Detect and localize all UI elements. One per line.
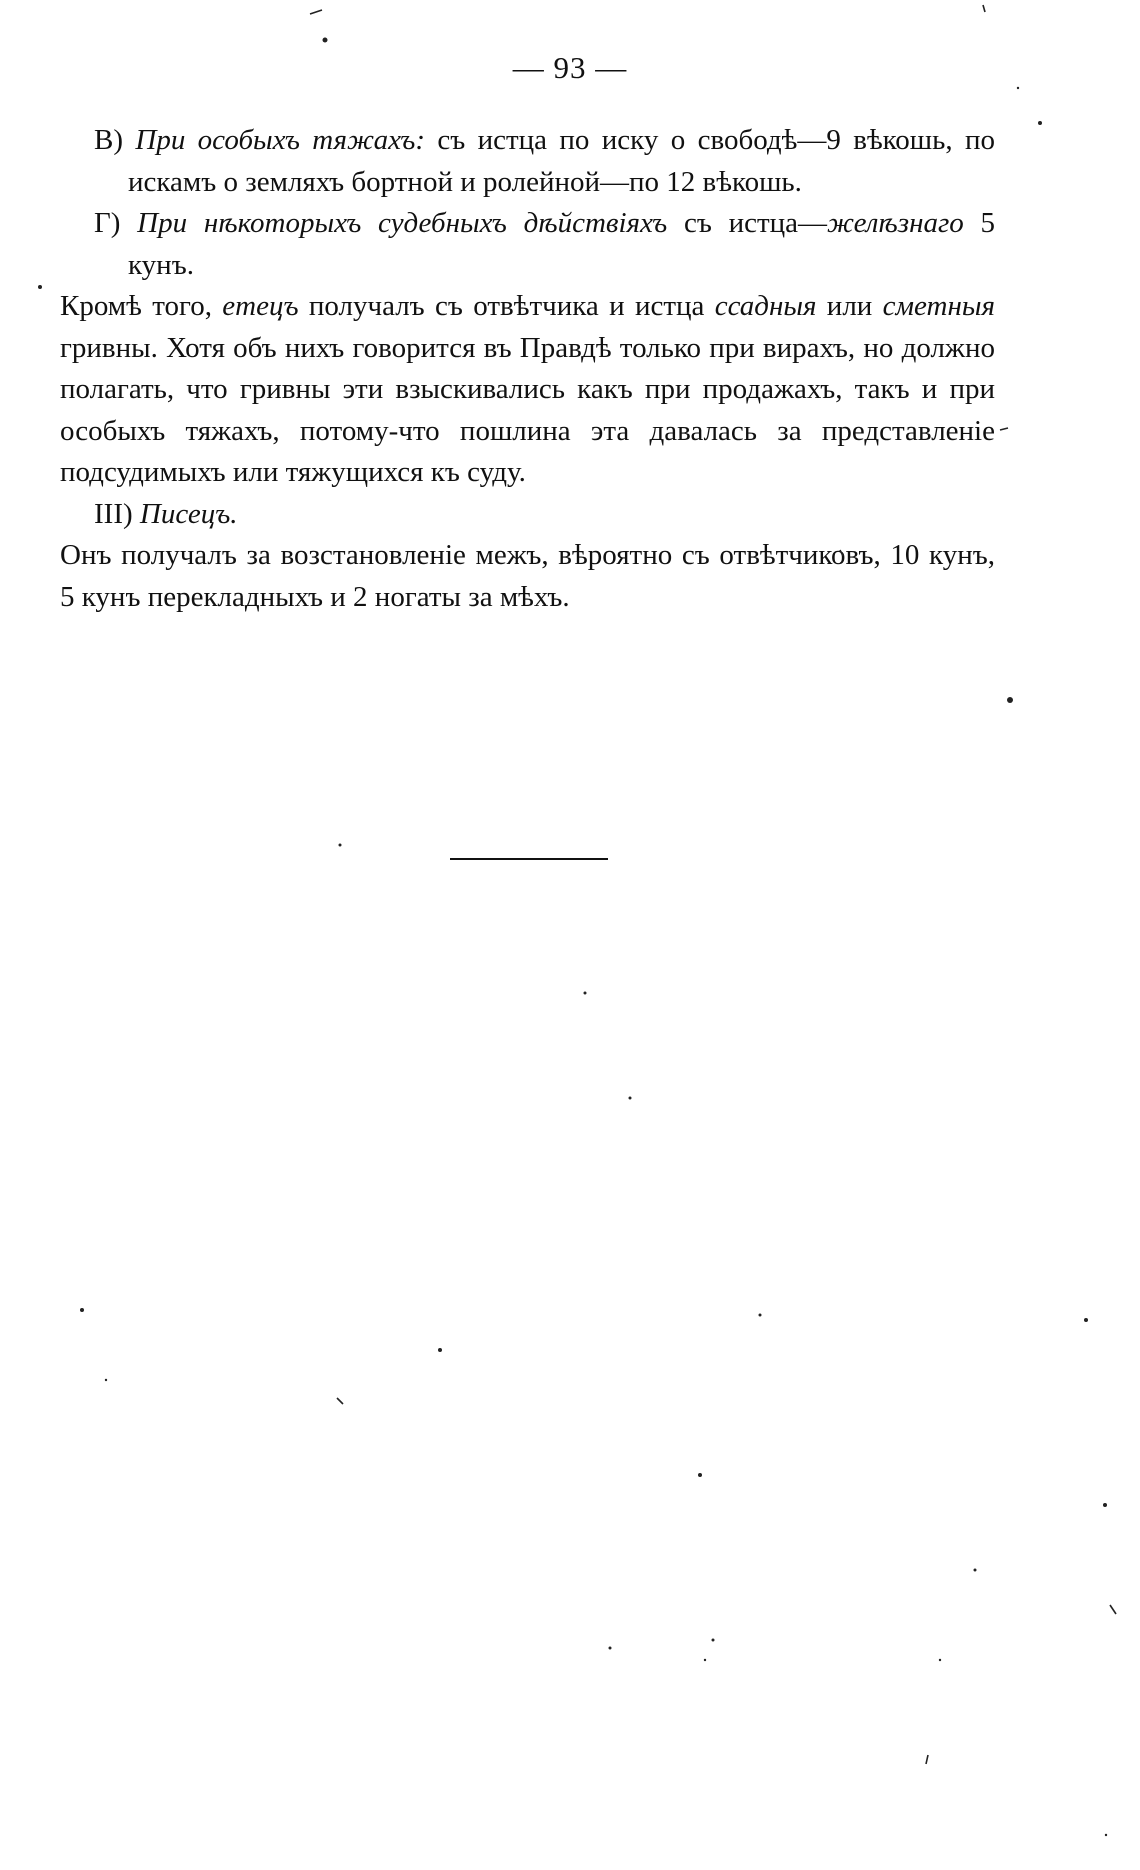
italic-heading: Писецъ.: [139, 497, 238, 530]
paragraph-text: Онъ получалъ за возстановленіе межъ, вѣроятно съ отвѣтчиковъ, 10 кунъ, 5 кунъ перекладныхъ и 2 ногаты за мѣхъ.: [60, 539, 995, 613]
paragraph-text: съ истца—: [667, 207, 828, 239]
paragraph-text: Кромѣ того,: [60, 290, 223, 322]
paragraph-iii: [60, 494, 995, 536]
paragraph-label: В): [94, 124, 123, 156]
paragraph-label: III): [94, 497, 133, 530]
italic-heading: При нѣкоторыхъ судебныхъ дѣйствіяхъ: [137, 207, 668, 239]
paragraph-text: 5 кунъ.: [128, 207, 996, 281]
paragraph-label: Г): [94, 207, 121, 239]
italic-term: ссадныя: [714, 290, 817, 322]
paragraph-text: съ истца по иску о свободѣ—9 вѣкошь, по искамъ о земляхъ бортной и ролейной—по 12 вѣкошь.: [128, 124, 995, 198]
paragraph-g: [60, 203, 995, 286]
paragraph-v: [60, 120, 995, 203]
paragraph-text: гривны. Хотя объ нихъ говорится въ Правдѣ только при вирахъ, но должно полагать, что гривны эти взыскивались какъ при продажахъ, такъ и при особыхъ тяжахъ, потому-что пошлина эта давалась за представленіе подсудимыхъ или тяжущихся къ суду.: [60, 331, 995, 488]
page-number: — 93 —: [512, 50, 628, 85]
body-text: [60, 120, 995, 618]
paragraph-krome: [60, 286, 995, 494]
italic-term: сметныя: [882, 290, 995, 322]
italic-term: желѣзнаго: [827, 207, 964, 239]
section-divider-rule: [450, 858, 608, 860]
paragraph-text: или: [816, 290, 883, 322]
italic-heading: При особыхъ тяжахъ:: [135, 124, 425, 156]
paragraph-on: [60, 535, 995, 618]
paragraph-text: получалъ съ отвѣтчика и истца: [298, 290, 715, 322]
italic-term: emецъ: [222, 290, 299, 322]
